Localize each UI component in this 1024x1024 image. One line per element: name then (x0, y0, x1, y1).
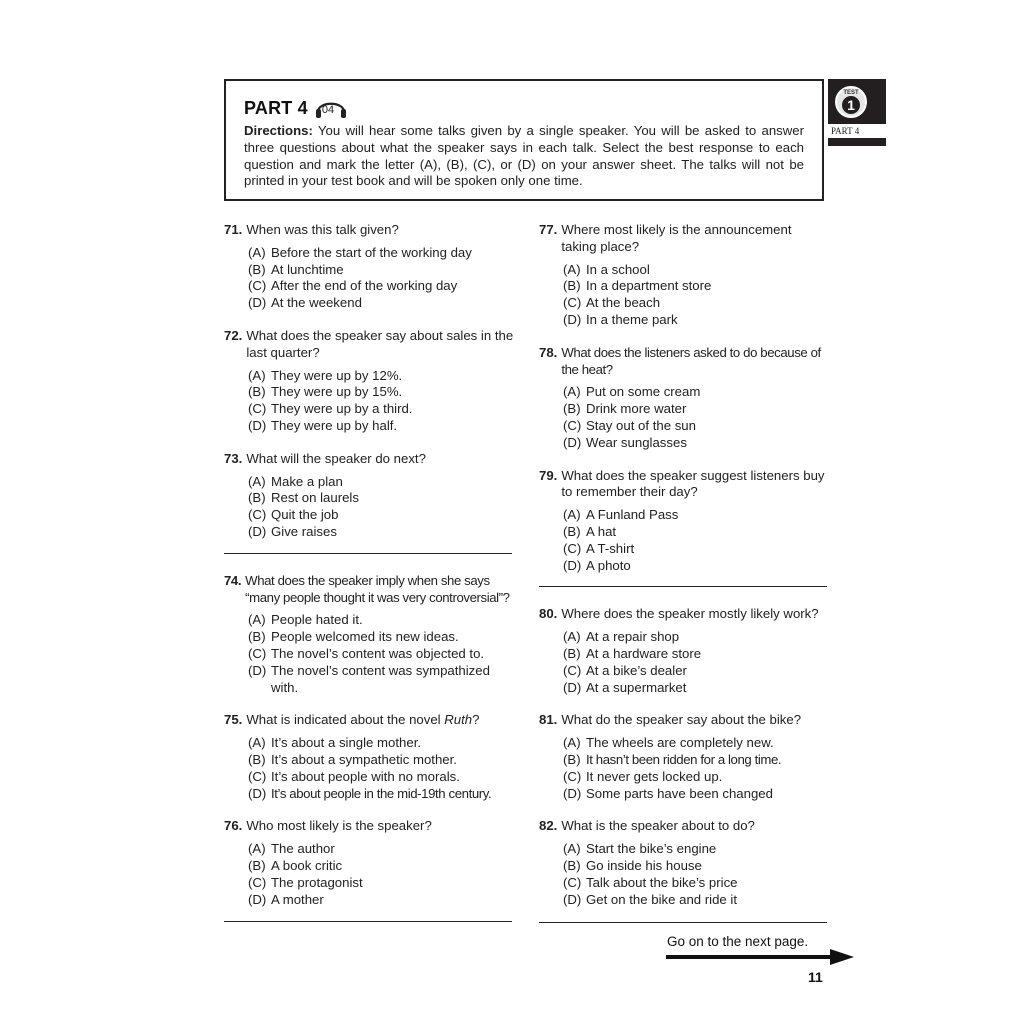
option-c: (C) At a bike’s dealer (563, 662, 687, 678)
option-c: (C) It never gets locked up. (563, 768, 723, 784)
part-title (244, 95, 804, 121)
option-c: (C) It’s about people with no morals. (248, 768, 460, 784)
question-number: 80. (539, 606, 558, 622)
question-number: 74. (224, 572, 242, 588)
question-number: 75. (224, 712, 243, 728)
right-arrow-icon (666, 949, 854, 965)
option-b: (B) Rest on laurels (248, 490, 359, 506)
right-column (539, 222, 829, 923)
answer-options (248, 612, 514, 696)
section-divider (539, 586, 827, 587)
headphones-icon (314, 96, 348, 120)
question-text: What does the speaker suggest listeners buy to remember their day? (561, 467, 825, 500)
option-a: (A) They were up by 12%. (248, 367, 403, 383)
answer-options (248, 368, 514, 435)
option-b: (B) They were up by 15%. (248, 384, 403, 400)
option-b: (B) People welcomed its new ideas. (248, 629, 459, 645)
option-a: (A) Before the start of the working day (248, 244, 472, 260)
novel-title: Ruth (444, 712, 473, 728)
option-d: (D) A mother (248, 891, 324, 907)
test-tab (828, 79, 886, 146)
left-column (224, 222, 514, 922)
test-badge (835, 86, 867, 118)
question-text: What will the speaker do next? (246, 450, 426, 466)
question-74 (224, 573, 514, 697)
section-divider (224, 921, 512, 922)
option-c: (C) At the beach (563, 295, 661, 311)
question-text: Who most likely is the speaker? (246, 818, 432, 834)
option-a: (A) It’s about a single mother. (248, 735, 422, 751)
question-text: When was this talk given? (246, 222, 399, 237)
option-c: (C) A T-shirt (563, 540, 635, 556)
question-text: Where most likely is the announcement taking place? (561, 222, 792, 254)
question-81 (539, 712, 829, 802)
option-a: (A) The wheels are completely new. (563, 735, 774, 751)
question-80 (539, 606, 829, 696)
next-page-text: Go on to the next page. (667, 934, 809, 949)
option-d: (D) At the weekend (248, 295, 362, 311)
section-divider (224, 553, 512, 554)
question-number: 82. (539, 818, 558, 834)
option-b: (B) Drink more water (563, 401, 687, 417)
option-c: (C) The protagonist (248, 874, 363, 890)
option-d: (D) They were up by half. (248, 417, 398, 433)
directions (244, 123, 804, 190)
part-header-box (224, 79, 824, 201)
question-number: 79. (539, 467, 558, 483)
answer-options (563, 384, 829, 451)
option-d: (D) Get on the bike and ride it (563, 891, 738, 907)
answer-options (563, 841, 829, 908)
option-b: (B) It hasn’t been ridden for a long time. (563, 751, 782, 767)
question-77 (539, 222, 829, 329)
question-number: 71. (224, 222, 243, 237)
answer-options (563, 262, 829, 329)
question-number: 72. (224, 327, 243, 343)
option-c: (C) After the end of the working day (248, 278, 458, 294)
section-divider (539, 922, 827, 923)
answer-options (248, 735, 514, 802)
option-b: (B) At lunchtime (248, 261, 344, 277)
option-c: (C) The novel’s content was objected to. (248, 645, 485, 661)
question-number: 78. (539, 344, 558, 360)
option-a: (A) At a repair shop (563, 629, 680, 645)
answer-options (563, 735, 829, 802)
answer-options (248, 474, 514, 541)
question-78 (539, 345, 829, 452)
option-a: (A) Start the bike’s engine (563, 841, 717, 857)
question-number: 76. (224, 818, 243, 834)
option-c: (C) Quit the job (248, 507, 339, 523)
answer-options (248, 245, 514, 312)
option-b: (B) It’s about a sympathetic mother. (248, 751, 457, 767)
question-number: 73. (224, 450, 243, 466)
question-text: What is indicated about the novel Ruth? (246, 712, 480, 728)
question-number: 81. (539, 712, 558, 728)
question-text: What does the speaker say about sales in the last quarter? (246, 327, 514, 360)
option-c: (C) They were up by a third. (248, 401, 413, 417)
question-text: What do the speaker say about the bike? (561, 712, 802, 728)
question-73 (224, 451, 514, 541)
option-d: (D) Wear sunglasses (563, 434, 687, 450)
option-d: (D) It’s about people in the mid-19th century. (248, 785, 492, 801)
directions-label: Directions: (244, 123, 313, 138)
option-d: (D) In a theme park (563, 311, 678, 327)
answer-options (248, 841, 514, 908)
option-d: (D) A photo (563, 557, 631, 573)
question-75 (224, 712, 514, 802)
question-76 (224, 818, 514, 908)
question-text: What does the speaker imply when she says “many people thought it was very controversial”? (245, 572, 510, 605)
option-a: (A) Make a plan (248, 473, 343, 489)
question-text: What is the speaker about to do? (561, 818, 755, 834)
option-b: (B) A book critic (248, 857, 343, 873)
question-79 (539, 468, 829, 575)
part-label: PART 4 (244, 97, 308, 118)
test-number: 1 (842, 96, 860, 114)
answer-options (563, 507, 829, 574)
option-b: (B) In a department store (563, 278, 712, 294)
option-b: (B) Go inside his house (563, 857, 702, 873)
test-label: TEST (843, 90, 859, 96)
question-text: What does the listeners asked to do because of the heat? (561, 344, 821, 377)
directions-text: You will hear some talks given by a single speaker. You will be asked to answer three questions about what the speaker says in each talk. Select the best response to each question and mark the letter (A), (B), (C), or (D) on your answer sheet. The talks will not be printed in your test book and will be spoken only one time. (244, 123, 804, 189)
option-d: (D) Some parts have been changed (563, 785, 773, 801)
option-d: (D) At a supermarket (563, 679, 687, 695)
option-d: (D) The novel’s content was sympathized with. (248, 662, 490, 695)
question-82 (539, 818, 829, 908)
option-c: (C) Stay out of the sun (563, 417, 696, 433)
question-72 (224, 328, 514, 435)
track-number: 04 (321, 104, 335, 116)
tab-part-label: PART 4 (828, 124, 886, 138)
option-a: (A) A Funland Pass (563, 507, 679, 523)
option-a: (A) In a school (563, 261, 650, 277)
question-71 (224, 222, 514, 312)
option-a: (A) Put on some cream (563, 384, 701, 400)
option-a: (A) People hated it. (248, 612, 363, 628)
option-b: (B) A hat (563, 523, 617, 539)
question-number: 77. (539, 222, 558, 237)
option-c: (C) Talk about the bike’s price (563, 874, 738, 890)
option-b: (B) At a hardware store (563, 645, 702, 661)
page-number: 11 (808, 969, 823, 985)
option-a: (A) The author (248, 841, 335, 857)
option-d: (D) Give raises (248, 523, 337, 539)
question-text: Where does the speaker mostly likely work? (561, 606, 819, 622)
answer-options (563, 629, 829, 696)
